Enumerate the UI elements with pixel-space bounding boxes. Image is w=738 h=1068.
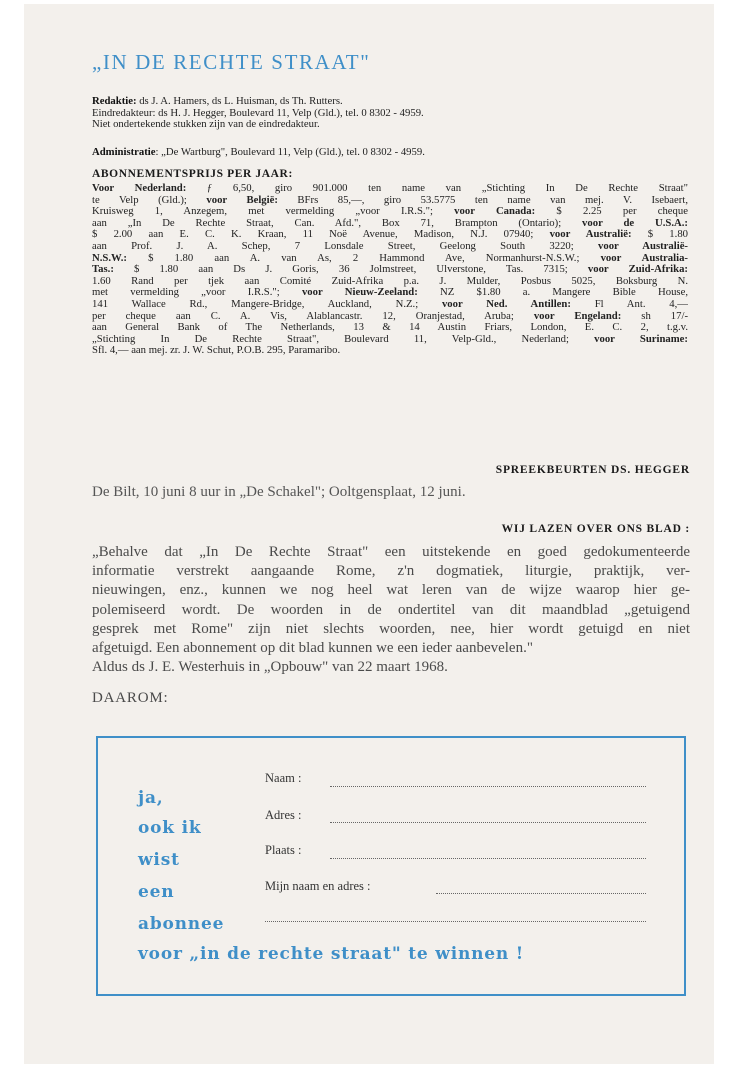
quote-line: afgetuigd. Een abonnement op dit blad kunnen we een ieder aanbevelen.": [92, 640, 533, 657]
spreekbeurten-heading: SPREEKBEURTEN DS. HEGGER: [495, 464, 690, 476]
country-label: voor de U.S.A.:: [582, 216, 688, 229]
abonnement-line: aan General Bank of The Netherlands, 13 & 14 Austin Friars, London, E. C. 2, t.g.v.: [92, 321, 688, 334]
abonnement-line: aan „In De Rechte Straat, Can. Afd.", Box 71, Brampton (Ontario); voor de U.S.A.:: [92, 216, 688, 229]
niet-ondertekend-line: Niet ondertekende stukken zijn van de eindredakteur.: [92, 118, 320, 131]
country-label: voor Canada:: [454, 205, 536, 218]
eindredakteur-line: Eindredakteur: ds H. J. Hegger, Boulevard 11, Velp (Gld.), tel. 0 8302 - 4959.: [92, 106, 424, 119]
daarom-label: DAAROM:: [92, 690, 169, 706]
abonnement-line: aan Prof. J. A. Schep, 7 Lonsdale Street, Geelong South 3220; voor Australië-: [92, 239, 688, 252]
slogan-line-4: een: [138, 882, 175, 902]
country-label: voor Engeland:: [533, 309, 622, 322]
abonnement-line: Voor Nederland: ƒ 6,50, giro 901.000 ten name van „Stichting In De Rechte Straat": [92, 182, 688, 194]
quote-line: „Behalve dat „In De Rechte Straat" een uitstekende en goed gedokumenteerde: [92, 544, 690, 560]
abonnement-line: „Stichting In De Rechte Straat", Boulevard 11, Velp-Gld., Nederland; voor Suriname:: [92, 332, 688, 345]
mijn-naam-label: Mijn naam en adres :: [265, 879, 371, 893]
quote-line: informatie verstrekt aangaande Rome, z'n dogmatiek, liturgie, praktijk, ver-: [92, 563, 690, 580]
naam-field[interactable]: [330, 786, 646, 787]
adres-label: Adres :: [265, 808, 302, 822]
quote-line: nieuwingen, enz., kunnen we nog heel wat leren van de wijze waarop hier ge-: [92, 582, 690, 599]
slogan-line-5: abonnee: [138, 914, 225, 934]
abonnement-line: per cheque aan C. A. Vis, Alablancastr. 12, Oranjestad, Aruba; voor Engeland: sh 17/-: [92, 309, 689, 322]
abonnement-line: 141 Wallace Rd., Mangere-Bridge, Auckland, N.Z.; voor Ned. Antillen: Fl Ant. 4,—: [92, 297, 688, 310]
abonnement-line: te Velp (Gld.); voor België: BFrs 85,—, giro 53.5775 ten name van mej. V. Isebaert,: [92, 193, 688, 206]
wij-lazen-heading: WIJ LAZEN OVER ONS BLAD :: [501, 523, 690, 535]
country-label: voor Australië-: [598, 239, 688, 252]
abonnement-line: met vermelding „voor I.R.S."; voor Nieuw-Zeeland: NZ $1.80 a. Mangere Bible House,: [92, 286, 689, 299]
country-label: voor Australië:: [549, 228, 632, 241]
administratie-text: : „De Wartburg", Boulevard 11, Velp (Gld.), tel. 0 8302 - 4959.: [155, 146, 425, 158]
masthead-title: „IN DE RECHTE STRAAT": [92, 50, 371, 74]
country-label: voor Ned. Antillen:: [441, 297, 571, 310]
quote-line: gesprek met Rome" zijn niet slechts woorden, nee, hier wordt getuigd en niet: [92, 620, 690, 637]
wij-lazen-quote: [92, 543, 690, 677]
quote-line: Aldus ds J. E. Westerhuis in „Opbouw" van 22 maart 1968.: [92, 659, 448, 676]
redaktie-names: ds J. A. Hamers, ds L. Huisman, ds Th. Rutters.: [136, 95, 343, 107]
slogan-line-1: ja,: [138, 788, 164, 808]
administratie-line: [92, 147, 688, 159]
redaktie-block: [92, 96, 688, 131]
slogan-last-line: voor „in de rechte straat" te winnen !: [138, 944, 525, 964]
mijn-adres-field[interactable]: [265, 921, 646, 922]
plaats-label: Plaats :: [265, 843, 302, 857]
redaktie-line-1: [92, 96, 688, 108]
naam-label: Naam :: [265, 771, 302, 785]
administratie-block: [92, 147, 688, 159]
adres-field[interactable]: [330, 822, 646, 823]
country-label: Tas.:: [92, 263, 114, 276]
quote-line: polemiseerd wordt. De woorden in de ondertitel van dit maandblad „getuigend: [92, 601, 690, 618]
abonnement-line: Kruisweg 1, Anzegem, met vermelding „voor I.R.S."; voor Canada: $ 2.25 per cheque: [92, 205, 688, 218]
abonnement-line: Sfl. 4,— aan mej. zr. J. W. Schut, P.O.B. 295, Paramaribo.: [92, 344, 341, 357]
slogan-line-2: ook ik: [138, 818, 202, 838]
country-label: N.S.W.:: [92, 251, 127, 264]
spreekbeurten-text: De Bilt, 10 juni 8 uur in „De Schakel"; Ooltgensplaat, 12 juni.: [92, 484, 466, 500]
plaats-field[interactable]: [330, 858, 646, 859]
abonnement-heading: ABONNEMENTSPRIJS PER JAAR:: [92, 168, 293, 180]
abonnement-line: $ 2.00 aan E. C. K. Kraan, 11 Noë Avenue, Madison, N.J. 07940; voor Australië: $ 1.80: [92, 228, 689, 241]
country-label: Voor Nederland:: [92, 182, 187, 194]
country-label: voor Nieuw-Zeeland:: [301, 286, 418, 299]
administratie-label: Administratie: [92, 146, 156, 158]
country-label: voor Zuid-Afrika:: [587, 263, 688, 276]
abonnement-line: Tas.: $ 1.80 aan Ds J. Goris, 36 Jolmstreet, Ulverstone, Tas. 7315; voor Zuid-Afrika:: [92, 263, 688, 276]
abonnement-line: N.S.W.: $ 1.80 aan A. van As, 2 Hammond Ave, Normanhurst-N.S.W.; voor Australia-: [92, 251, 688, 264]
country-label: voor Suriname:: [594, 332, 688, 345]
country-label: voor Australia-: [600, 251, 688, 264]
mijn-naam-field[interactable]: [436, 893, 646, 894]
slogan-line-3: wist: [138, 850, 180, 870]
abonnement-line: 1.60 Rand per tjek aan Comité Zuid-Afrika p.a. J. Mulder, Posbus 5025, Boksburg N.: [92, 274, 688, 287]
abonnement-text: [92, 183, 688, 357]
country-label: voor België:: [206, 193, 278, 206]
redaktie-label: Redaktie:: [92, 95, 137, 107]
